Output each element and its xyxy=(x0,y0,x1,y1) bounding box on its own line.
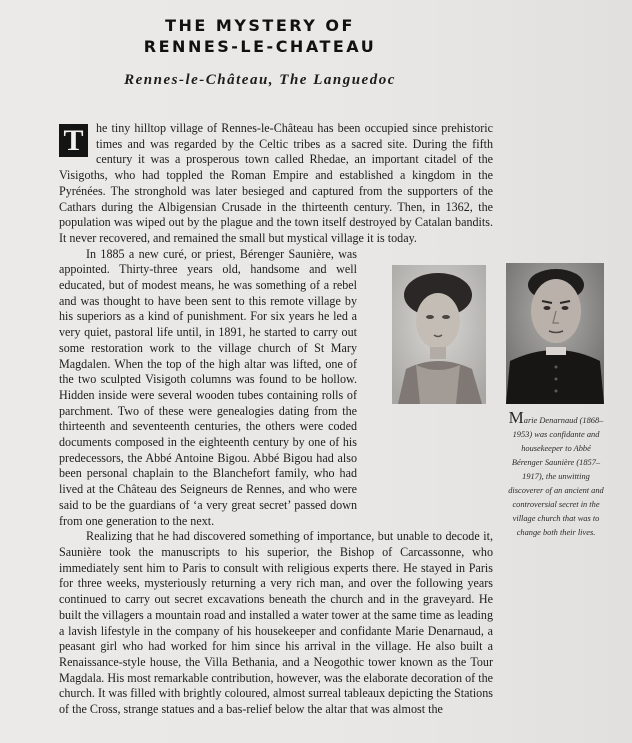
portrait-man-image xyxy=(506,263,604,404)
portrait-photo-woman xyxy=(392,265,486,404)
paragraph-1-text: he tiny hilltop village of Rennes-le-Château has been occupied since prehistoric times and was regarded by the Celtic tribes as a sacred site. During the fifth century it was a prosperous town called Rhedae, an important citadel of the Visigoths, who had toppled the Roman Empire and established a kingdom in the Pyrénées. The stronghold was later besieged and captured from the supporters of the Cathars during the Albigensian Crusade in the thirteenth century. Then, in 1362, the population was wiped out by the plague and the town itself destroyed by Catalan bandits. It never recovered, and remained the small but mystical village it is today. xyxy=(59,121,493,245)
body-text xyxy=(59,121,493,718)
page-subtitle: Rennes-le-Château, The Languedoc xyxy=(124,72,396,88)
photo-caption xyxy=(505,408,607,540)
page-title-line-2: RENNES-LE-CHATEAU xyxy=(143,37,377,56)
drop-cap: T xyxy=(59,124,88,157)
paragraph-2: In 1885 a new curé, or priest, Bérenger Saunière, was appointed. Thirty-three years old, handsome and well educated, but of modest means, he was something of a rebel and was thought to have been sent to this remote village by his superiors as a kind of punishment. For six years he led a very quiet, pastoral life until, in 1891, he started to carry out some restoration work to the village church of St Mary Magdalen. When the top of the high altar was lifted, one of the two sculpted Visigoth columns was found to be hollow. Hidden inside were several wooden tubes containing rolls of parchment. Two of these were genealogies dating from the thirteenth and seventeenth centuries, the others were coded documents composed in the eighteenth century by one of his predecessors, the Abbé Antoine Bigou. Abbé Bigou had also been personal chaplain to the Blanchefort family, who had lived at the Château des Seigneurs de Rennes, and who were said to be the guardians of ‘a very great secret’ passed down from one generation to the next. xyxy=(59,246,357,528)
page-title-line-1: THE MYSTERY OF xyxy=(165,16,355,35)
portrait-woman-image xyxy=(392,265,486,404)
caption-initial: M xyxy=(508,408,524,427)
caption-text: arie Denarnaud (1868–1953) was confidante and housekeeper to Abbé Bérenger Saunière (1857–1917), the unwitting discoverer of an ancient and controversial secret in the village church that was to change both their lives. xyxy=(508,416,604,537)
paragraph-1 xyxy=(59,121,493,247)
portrait-photo-man xyxy=(506,263,604,404)
paragraph-3: Realizing that he had discovered something of importance, but unable to decode it, Saunière took the manuscripts to his superior, the Bishop of Carcassonne, who immediately sent him to Paris to consult with religious experts there. He stayed in Paris for three weeks, mysteriously returning a very rich man, and over the following years continued to carry out secret excavations beneath the church and in the graveyard. He built the villagers a mountain road and installed a water tower at the same time as leading a lavish lifestyle in the company of his housekeeper and confidante Marie Denarnaud, a peasant girl who had worked for him since his arrival in the village. He also built a Renaissance-style house, the Villa Bethania, and a Neogothic tower known as the Tour Magdala. His most remarkable contribution, however, was the elaborate decoration of the church. It was filled with brightly coloured, almost surreal tableaux depicting the Stations of the Cross, strange statues and a bas-relief below the altar that was almost the xyxy=(59,529,493,717)
